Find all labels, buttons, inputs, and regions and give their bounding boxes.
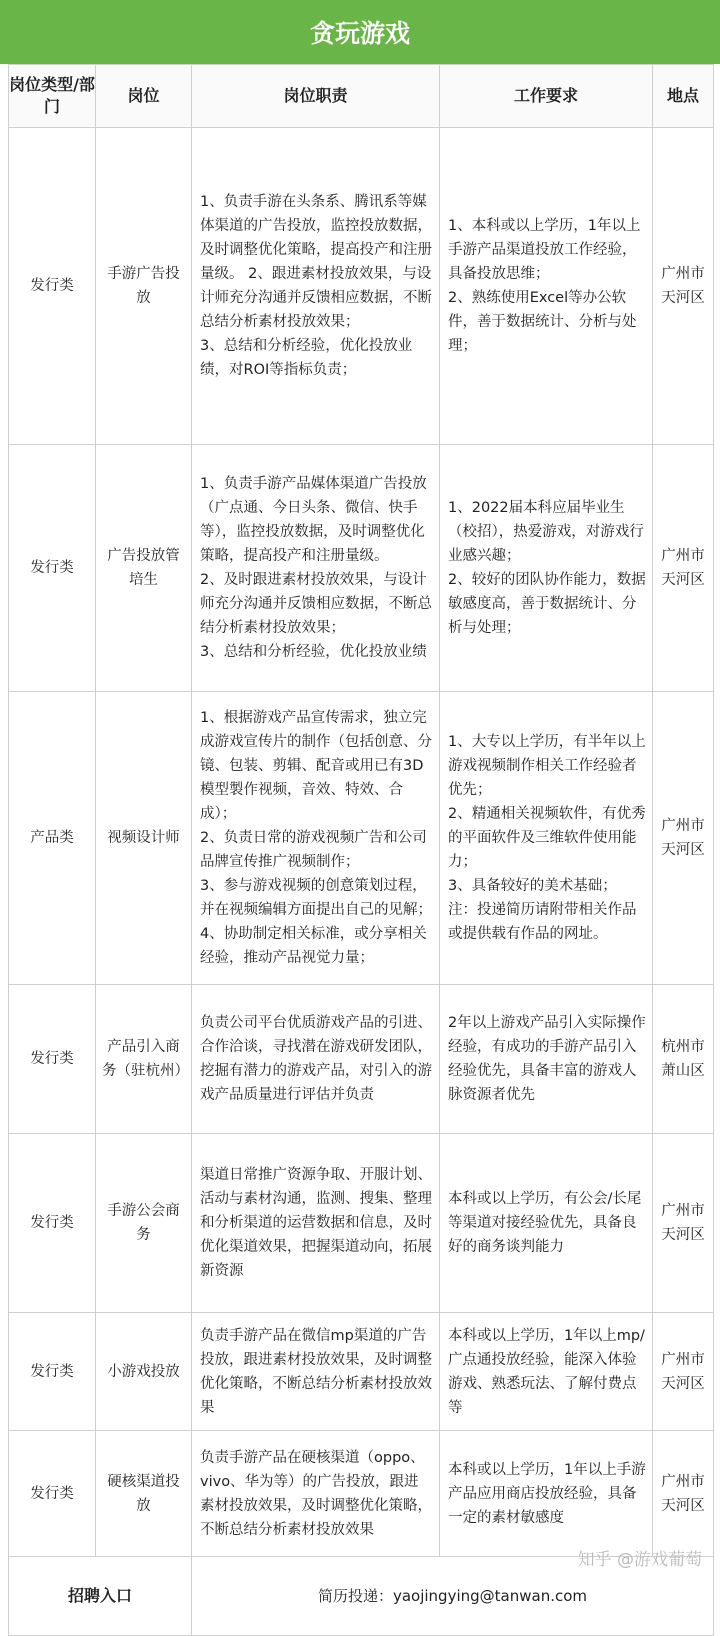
dept-cell: 发行类: [9, 445, 96, 692]
dept-cell: 发行类: [9, 1134, 96, 1313]
location-cell: 广州市天河区: [653, 692, 714, 985]
resume-email[interactable]: 简历投递：yaojingying@tanwan.com: [192, 1557, 714, 1636]
duties-cell: 1、根据游戏产品宣传需求，独立完成游戏宣传片的制作（包括创意、分镜、包装、剪辑、配音或用已有3D模型製作视频，音效、特效、合成）； 2、负责日常的游戏视频广告和公司品牌宣传推广视频制作； 3、参与游戏视频的创意策划过程，并在视频编辑方面提出自己的见解； 4、协助制定相关标准，或分享相关经验，推动产品视觉力量；: [192, 692, 440, 985]
dept-cell: 发行类: [9, 985, 96, 1134]
requirements-cell: 本科或以上学历，有公会/长尾等渠道对接经验优先，具备良好的商务谈判能力: [440, 1134, 653, 1313]
job-table: [8, 64, 714, 1636]
location-cell: 杭州市萧山区: [653, 985, 714, 1134]
header-requirements: 工作要求: [440, 65, 653, 128]
header-location: 地点: [653, 65, 714, 128]
location-cell: 广州市天河区: [653, 445, 714, 692]
header-duties: 岗位职责: [192, 65, 440, 128]
requirements-cell: 本科或以上学历，1年以上mp/广点通投放经验，能深入体验游戏、熟悉玩法、了解付费点等: [440, 1313, 653, 1431]
duties-cell: 渠道日常推广资源争取、开服计划、活动与素材沟通，监测、搜集、整理和分析渠道的运营数据和信息，及时优化渠道效果，把握渠道动向，拓展新资源: [192, 1134, 440, 1313]
table-header-row: [9, 65, 714, 128]
location-cell: 广州市天河区: [653, 1313, 714, 1431]
location-cell: 广州市天河区: [653, 1134, 714, 1313]
duties-cell: 负责公司平台优质游戏产品的引进、合作洽谈，寻找潜在游戏研发团队，挖掘有潜力的游戏产品，对引入的游戏产品质量进行评估并负责: [192, 985, 440, 1134]
header-position: 岗位: [96, 65, 192, 128]
watermark: 知乎 @游戏葡萄: [577, 1550, 702, 1570]
table-row: [9, 985, 714, 1134]
requirements-cell: 1、本科或以上学历，1年以上手游产品渠道投放工作经验，具备投放思维； 2、熟练使用Excel等办公软件，善于数据统计、分析与处理；: [440, 128, 653, 445]
duties-cell: 1、负责手游在头条系、腾讯系等媒体渠道的广告投放，监控投放数据，及时调整优化策略，提高投产和注册量级。 2、跟进素材投放效果，与设计师充分沟通并反馈相应数据，不断总结分析素材投放效果； 3、总结和分析经验，优化投放业绩，对ROI等指标负责；: [192, 128, 440, 445]
table-row: [9, 445, 714, 692]
duties-cell: 负责手游产品在硬核渠道（oppo、vivo、华为等）的广告投放，跟进素材投放效果，及时调整优化策略，不断总结分析素材投放效果: [192, 1431, 440, 1557]
position-cell: 产品引入商务（驻杭州）: [96, 985, 192, 1134]
location-cell: 广州市天河区: [653, 128, 714, 445]
requirements-cell: 1、2022届本科应届毕业生（校招），热爱游戏，对游戏行业感兴趣； 2、较好的团队协作能力，数据敏感度高，善于数据统计、分析与处理；: [440, 445, 653, 692]
table-row: [9, 1431, 714, 1557]
dept-cell: 发行类: [9, 1431, 96, 1557]
requirements-cell: 2年以上游戏产品引入实际操作经验，有成功的手游产品引入经验优先，具备丰富的游戏人脉资源者优先: [440, 985, 653, 1134]
location-cell: 广州市天河区: [653, 1431, 714, 1557]
position-cell: 广告投放管培生: [96, 445, 192, 692]
requirements-cell: 1、大专以上学历，有半年以上游戏视频制作相关工作经验者优先； 2、精通相关视频软件，有优秀的平面软件及三维软件使用能力； 3、具备较好的美术基础； 注：投递简历请附带相关作品或提供载有作品的网址。: [440, 692, 653, 985]
page-title: 贪玩游戏: [0, 0, 720, 64]
header-dept: 岗位类型/部门: [9, 65, 96, 128]
duties-cell: 1、负责手游产品媒体渠道广告投放（广点通、今日头条、微信、快手等），监控投放数据，及时调整优化策略，提高投产和注册量级。 2、及时跟进素材投放效果，与设计师充分沟通并反馈相应数据，不断总结分析素材投放效果； 3、总结和分析经验，优化投放业绩: [192, 445, 440, 692]
dept-cell: 产品类: [9, 692, 96, 985]
recruit-entry-label: 招聘入口: [9, 1557, 192, 1636]
position-cell: 视频设计师: [96, 692, 192, 985]
position-cell: 手游广告投放: [96, 128, 192, 445]
dept-cell: 发行类: [9, 1313, 96, 1431]
table-row: [9, 692, 714, 985]
position-cell: 手游公会商务: [96, 1134, 192, 1313]
position-cell: 小游戏投放: [96, 1313, 192, 1431]
dept-cell: 发行类: [9, 128, 96, 445]
table-row: [9, 128, 714, 445]
table-row: [9, 1313, 714, 1431]
requirements-cell: 本科或以上学历，1年以上手游产品应用商店投放经验，具备一定的素材敏感度: [440, 1431, 653, 1557]
table-row: [9, 1134, 714, 1313]
position-cell: 硬核渠道投放: [96, 1431, 192, 1557]
duties-cell: 负责手游产品在微信mp渠道的广告投放，跟进素材投放效果，及时调整优化策略，不断总结分析素材投放效果: [192, 1313, 440, 1431]
